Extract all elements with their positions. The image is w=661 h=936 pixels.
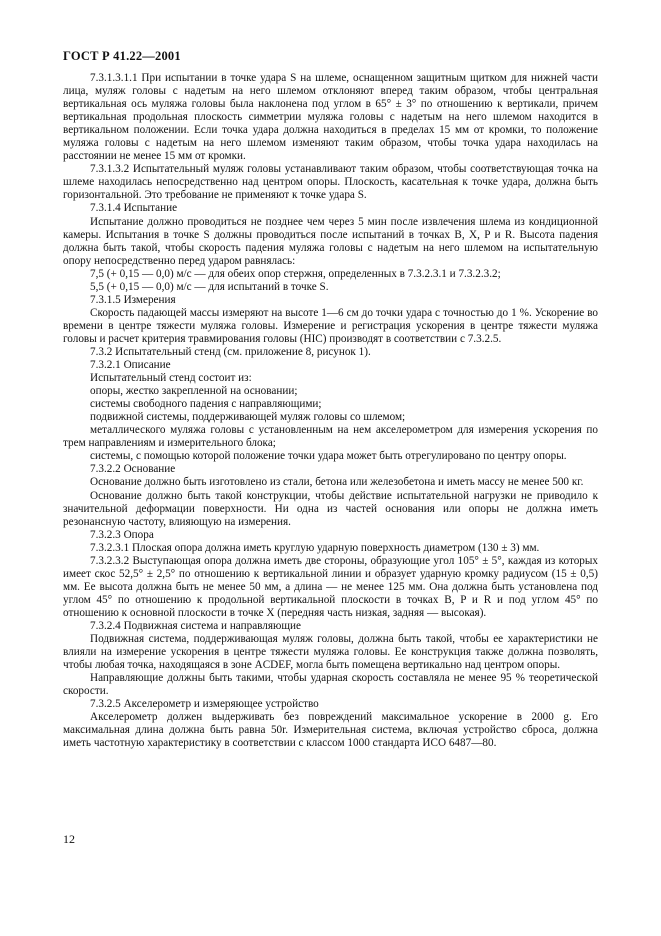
list-item: опоры, жестко закрепленной на основании; <box>90 385 298 398</box>
section-heading: 7.3.2.4 Подвижная система и направляющие <box>90 619 301 632</box>
paragraph: Основание должно быть изготовлено из стали, бетона или железобетона и иметь массу не менее 500 кг. <box>90 476 584 489</box>
list-item: системы, с помощью которой положение точки удара может быть отрегулировано по центру опоры. <box>90 450 567 463</box>
page-number: 12 <box>63 832 75 846</box>
paragraph: 7.3.1.3.2 Испытательный муляж головы устанавливают таким образом, чтобы соответствующая точка на шлеме находилась непосредственно над центром опоры. Плоскость, касательная к точке удара, должна быть горизонтальной. Это требование не применяют к точке удара S. <box>63 163 598 202</box>
paragraph: 7.3.2.3.1 Плоская опора должна иметь круглую ударную поверхность диаметром (130 ± 3) мм. <box>90 541 540 554</box>
paragraph: 7.3.1.3.1.1 При испытании в точке удара S на шлеме, оснащенном защитным щитком для нижней части лица, муляж головы с надетым на него шлемом отклоняют вперед таким образом, чтобы центральная вертикальная ось муляжа головы была наклонена под углом в 65° ± 3° по отношению к вертикали, причем вертикальная продольная плоскость симметрии муляжа головы с надетым на него шлемом находится в вертикальном положении. Если точка удара должна находиться в пределах 15 мм от кромки, то положение муляжа головы с надетым на него шлемом изменяют таким образом, чтобы точка удара находилась на расстоянии не менее 15 мм от кромки. <box>63 72 598 163</box>
list-item: 7,5 (+ 0,15 — 0,0) м/с — для обеих опор стержня, определенных в 7.3.2.3.1 и 7.3.2.3.2; <box>90 267 501 280</box>
list-item: подвижной системы, поддерживающей муляж головы со шлемом; <box>90 411 406 424</box>
paragraph: Испытание должно проводиться не позднее чем через 5 мин после извлечения шлема из кондиционной камеры. Испытания в точке S должны проводиться после испытаний в точках B, X, P и R. Высота падения должна быть такой, чтобы скорость падения муляжа головы с надетым на него шлемом на испытательную опору непосредственно перед ударом равнялась: <box>63 215 598 267</box>
paragraph: 7.3.2.3.2 Выступающая опора должна иметь две стороны, образующие угол 105° ± 5°, каждая из которых имеет скос 52,5° ± 2,5° по отношению к вертикальной линии и образует ударную кромку радиусом (15 ± 0,5) мм. Ее высота должна быть не менее 50 мм, а длина — не менее 125 мм. Она должна быть установлена под углом 45° по отношению к продольной вертикальной плоскости в точках B, P и R и под углом 45° по отношению к основной плоскости в точке X (передняя часть низкая, задняя — высокая). <box>63 554 598 619</box>
section-heading: 7.3.2.2 Основание <box>90 463 176 476</box>
document-body <box>63 72 598 750</box>
list-item: 5,5 (+ 0,15 — 0,0) м/с — для испытаний в точке S. <box>90 280 329 293</box>
section-heading: 7.3.2.1 Описание <box>90 359 171 372</box>
section-heading: 7.3.2.5 Акселерометр и измеряющее устройство <box>90 698 319 711</box>
document-code-header: ГОСТ Р 41.22—2001 <box>63 49 181 63</box>
paragraph: Акселерометр должен выдерживать без повреждений максимальное ускорение в 2000 g. Его максимальная длина должна быть равна 50r. Измерительная система, включая устройство сброса, должна иметь частотную характеристику в соответствии с классом 1000 стандарта ИСО 6487—80. <box>63 711 598 750</box>
list-item: системы свободного падения с направляющими; <box>90 398 322 411</box>
paragraph: Скорость падающей массы измеряют на высоте 1—6 см до точки удара с точностью до 1 %. Ускорение во времени в центре тяжести муляжа головы. Измерение и регистрация ускорения в центре тяжести муляжа головы и расчет критерия травмирования головы (HIC) производят в соответствии с 7.3.2.5. <box>63 306 598 345</box>
section-heading: 7.3.2 Испытательный стенд (см. приложение 8, рисунок 1). <box>90 345 371 358</box>
section-heading: 7.3.1.5 Измерения <box>90 293 176 306</box>
paragraph: Испытательный стенд состоит из: <box>90 372 252 385</box>
section-heading: 7.3.1.4 Испытание <box>90 202 178 215</box>
list-item: металлического муляжа головы с установленным на нем акселерометром для измерения ускорения по трем направлениям и измерительного блока; <box>63 424 598 450</box>
paragraph: Направляющие должны быть такими, чтобы ударная скорость составляла не менее 95 % теоретической скорости. <box>63 672 598 698</box>
paragraph: Подвижная система, поддерживающая муляж головы, должна быть такой, чтобы ее характеристики не влияли на измерение ускорения в центре тяжести муляжа головы. Ее конструкция также должна позволять, чтобы любая точка, находящаяся в зоне ACDEF, могла быть помещена вертикально над центром опоры. <box>63 633 598 672</box>
paragraph: Основание должно быть такой конструкции, чтобы действие испытательной нагрузки не приводило к значительной деформации поверхности. Ни одна из частей основания или опоры не должна иметь резонансную частоту, влияющую на измерения. <box>63 489 598 528</box>
section-heading: 7.3.2.3 Опора <box>90 528 154 541</box>
